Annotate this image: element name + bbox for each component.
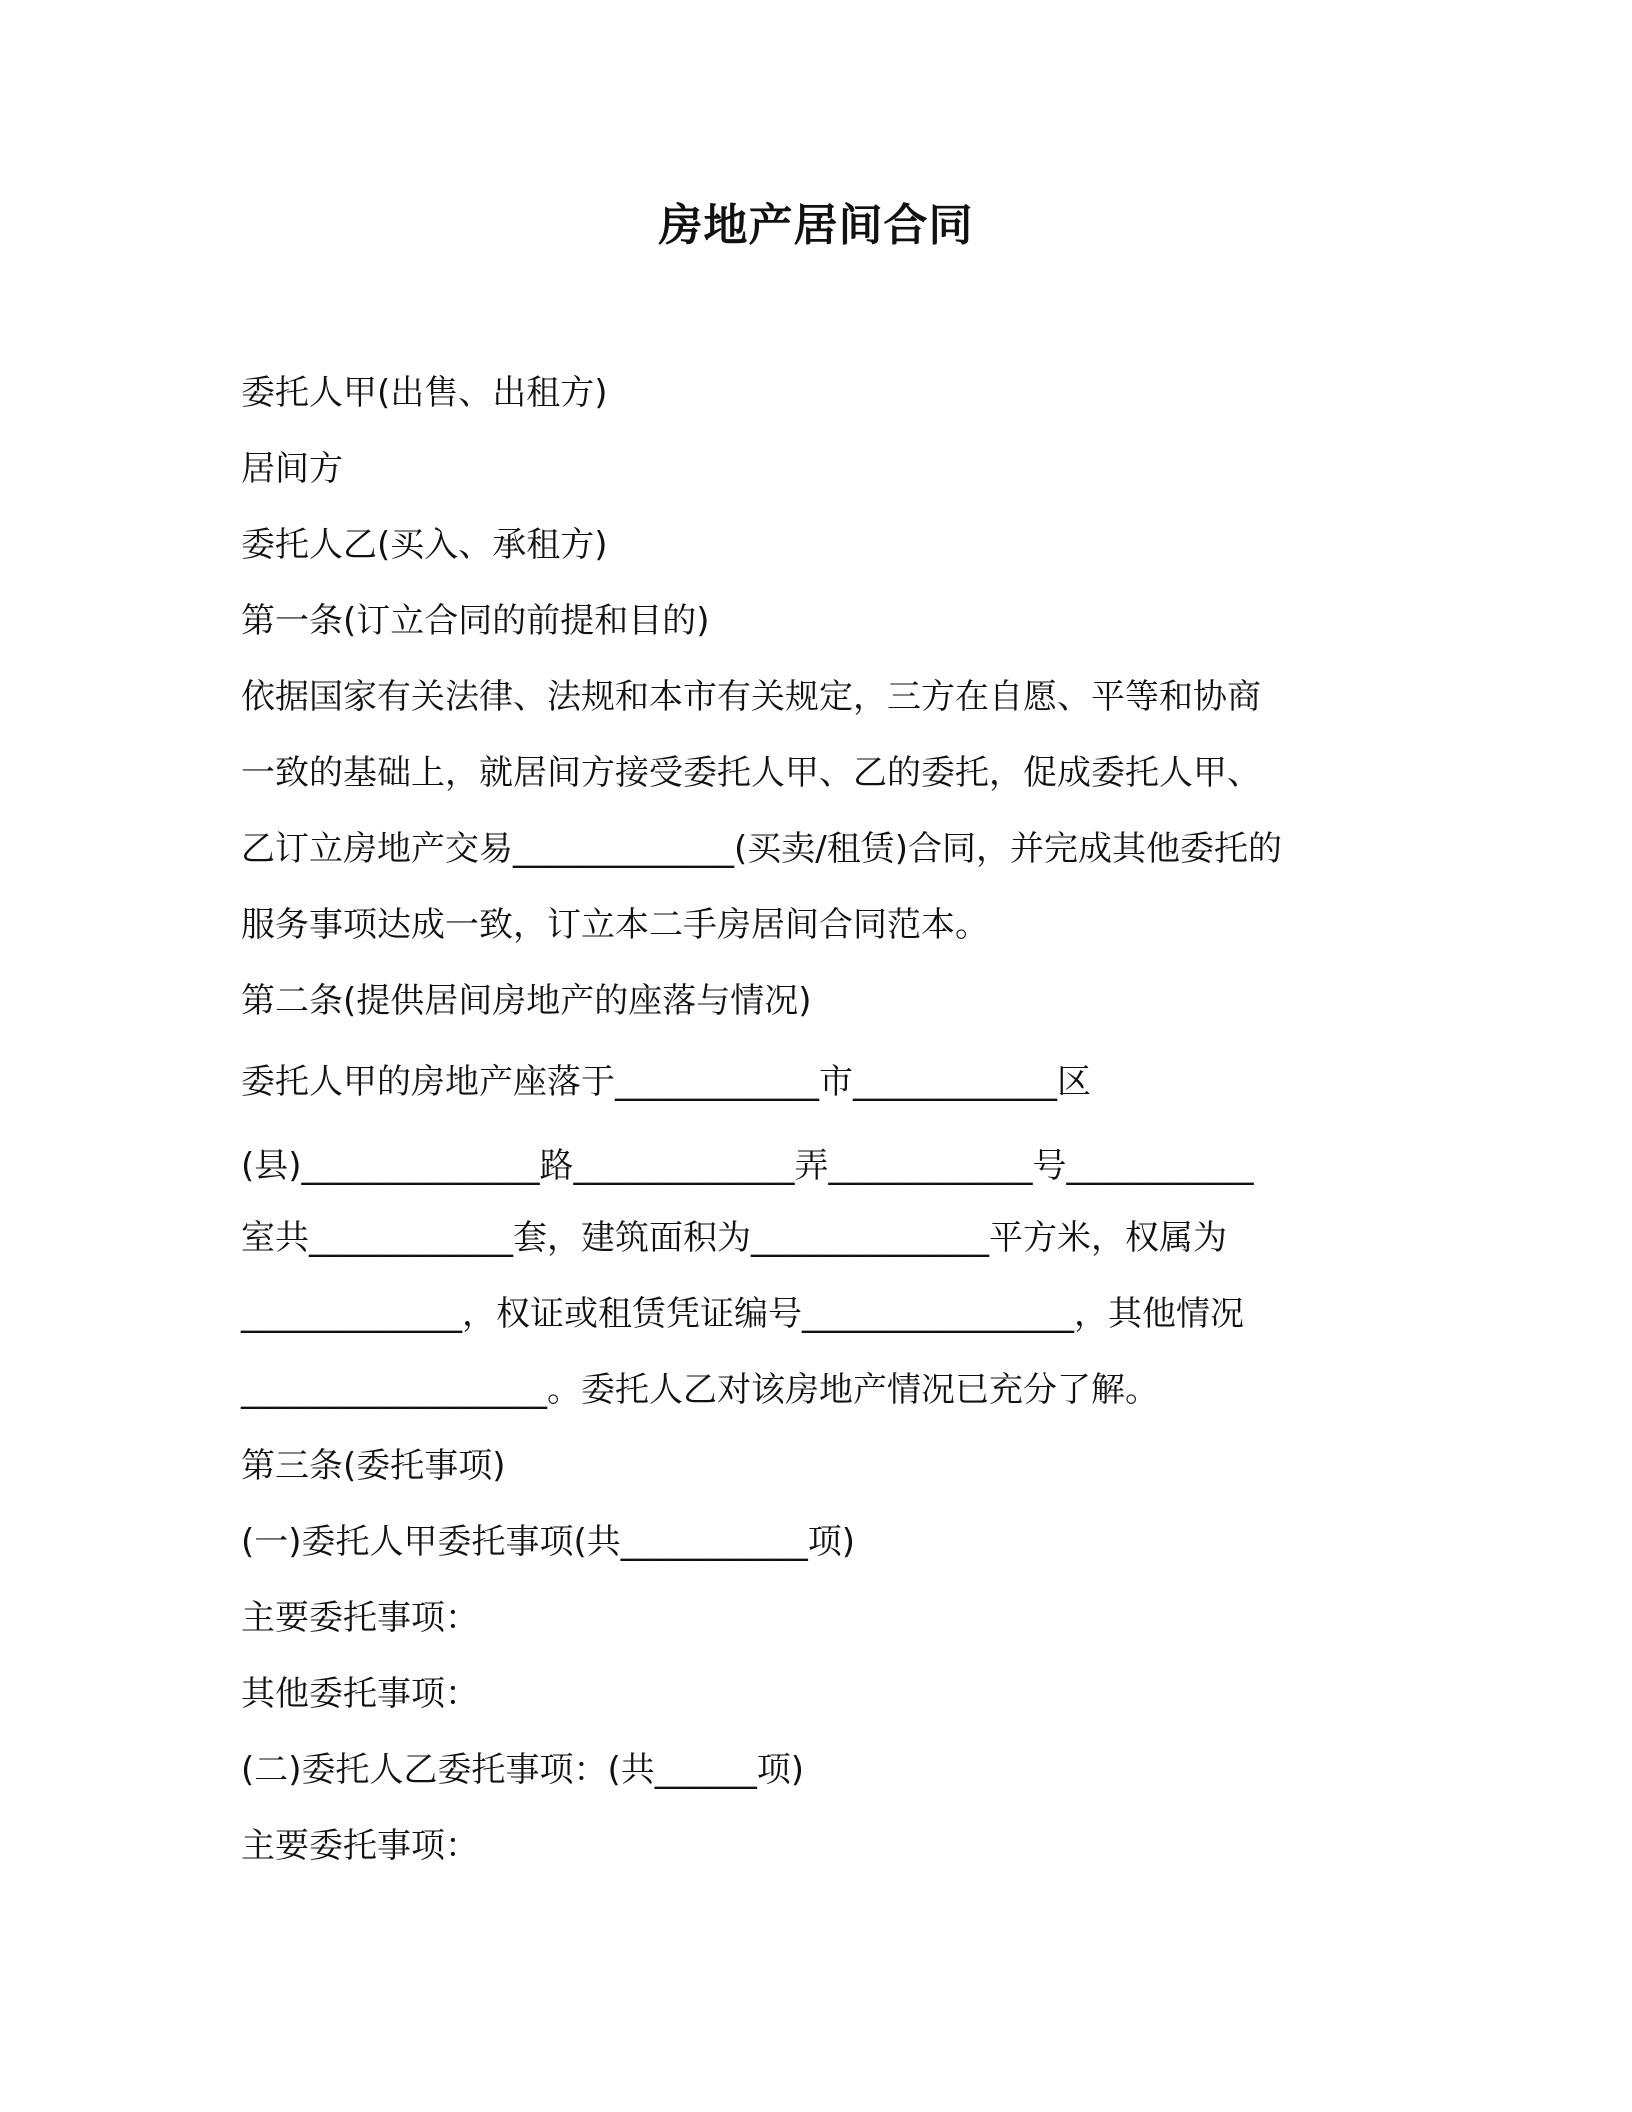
article-3-item: 其他委托事项： [241,1674,479,1714]
party-a-label: 委托人甲(出售、出租方) [241,373,608,413]
article-3-item: (二)委托人乙委托事项：(共______项) [241,1750,805,1790]
article-2-heading: 第二条(提供居间房地产的座落与情况) [241,981,812,1021]
intermediary-label: 居间方 [241,449,343,489]
article-3-heading: 第三条(委托事项) [241,1446,506,1486]
party-b-label: 委托人乙(买入、承租方) [241,525,608,565]
article-3-item: (一)委托人甲委托事项(共___________项) [241,1522,856,1562]
article-3-item: 主要委托事项： [241,1598,479,1638]
article-1-text-line: 服务事项达成一致，订立本二手房居间合同范本。 [241,905,989,945]
article-2-text-line: __________________。委托人乙对该房地产情况已充分了解。 [241,1370,1159,1410]
article-1-text-line: 一致的基础上，就居间方接受委托人甲、乙的委托，促成委托人甲、 [241,753,1261,793]
article-1-text-line: 乙订立房地产交易_____________(买卖/租赁)合同，并完成其他委托的 [241,829,1282,869]
article-3-item: 主要委托事项： [241,1826,479,1866]
article-1-text-line: 依据国家有关法律、法规和本市有关规定，三方在自愿、平等和协商 [241,677,1261,717]
article-2-text-line: 委托人甲的房地产座落于____________市____________区 [241,1062,1091,1102]
article-2-text-line: (县)______________路_____________弄____________号___________ [241,1146,1254,1186]
article-2-text-line: 室共____________套，建筑面积为______________平方米，权属为 [241,1218,1227,1258]
document-title: 房地产居间合同 [658,200,974,251]
article-1-heading: 第一条(订立合同的前提和目的) [241,601,710,641]
article-2-text-line: _____________，权证或租赁凭证编号________________，其他情况 [241,1294,1244,1334]
